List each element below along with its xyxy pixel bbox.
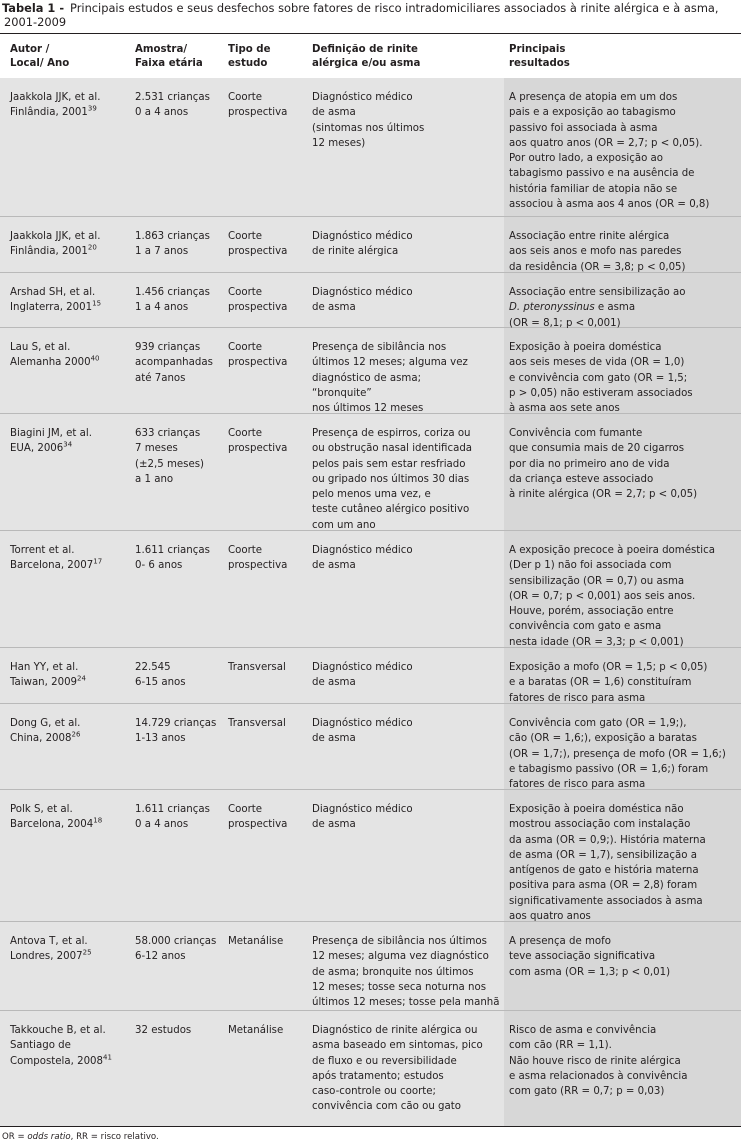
header-results: Principais resultados — [509, 44, 570, 69]
cell-definition: Presença de espirros, coriza ou ou obstrução nasal identificada pelos pais sem estar resfriado ou gripado nos últimos 30 dias pelo menos uma vez, e teste cutâneo alérgico positivo com um ano — [312, 428, 473, 531]
cell-type: Coorte prospectiva — [228, 287, 288, 314]
cell-sample: 1.611 crianças 0 a 4 anos — [135, 804, 210, 831]
cell-type: Transversal — [228, 718, 286, 729]
cell-sample: 1.456 crianças 1 a 4 anos — [135, 287, 210, 314]
cell-author: Takkouche B, et al. Santiago de Compostela, 2008$^{41}$ — [10, 1025, 112, 1067]
table-row — [0, 414, 741, 531]
cell-results: A presença de atopia em um dos pais e a exposição ao tabagismo passivo foi associada à asma aos quatro anos (OR = 2,7; p < 0,05). Por outro lado, a exposição ao tabagismo passivo e na ausência de história familiar de atopia não se associou à asma aos 4 anos (OR = 0,8) — [509, 92, 710, 211]
caption-label: Tabela 1 - — [2, 1, 65, 15]
cell-definition: Presença de sibilância nos últimos 12 meses; alguma vez diagnóstico de asma; “bronquite” nos últimos 12 meses — [312, 342, 468, 415]
cell-results: Convivência com gato (OR = 1,9;), cão (OR = 1,6;), exposição a baratas (OR = 1,7;), presença de mofo (OR = 1,6;) e tabagismo passivo (OR = 1,6;) foram fatores de risco para asma — [509, 718, 726, 791]
cell-results: Exposição à poeira doméstica não mostrou associação com instalação da asma (OR = 0,9;). História materna de asma (OR = 1,7), sensibilização a antígenos de gato e história materna positiva para asma (OR = 2,8) foram significativamente associados à asma aos quatro anos — [509, 804, 706, 923]
cell-author: Arshad SH, et al. Inglaterra, 2001$^{15}$ — [10, 287, 102, 314]
cell-sample: 939 crianças acompanhadas até 7anos — [135, 342, 213, 384]
table-body — [0, 78, 741, 1127]
table-row — [0, 328, 741, 414]
cell-results: A presença de mofo teve associação significativa com asma (OR = 1,3; p < 0,01) — [509, 936, 671, 978]
cell-sample: 633 crianças 7 meses (±2,5 meses) a 1 ano — [135, 428, 204, 485]
cell-type: Coorte prospectiva — [228, 231, 288, 258]
caption-text: Principais estudos e seus desfechos sobre fatores de risco intradomiciliares associados à rinite alérgica e à asma, — [70, 1, 719, 15]
caption-text-cont: 2001-2009 — [4, 15, 67, 29]
cell-sample: 1.863 crianças 1 a 7 anos — [135, 231, 210, 258]
table-row — [0, 704, 741, 790]
table-header — [0, 33, 741, 79]
table-row — [0, 531, 741, 648]
cell-definition: Diagnóstico médico de asma — [312, 804, 413, 831]
table-row — [0, 1011, 741, 1127]
cell-sample: 1.611 crianças 0- 6 anos — [135, 545, 210, 572]
table-row — [0, 922, 741, 1011]
cell-results: Convivência com fumante que consumia mais de 20 cigarros por dia no primeiro ano de vida da criança esteve associado à rinite alérgica (OR = 2,7; p < 0,05) — [509, 428, 698, 501]
cell-type: Coorte prospectiva — [228, 92, 288, 119]
cell-type: Metanálise — [228, 936, 284, 947]
header-sample: Amostra/ Faixa etária — [135, 44, 203, 69]
cell-sample: 32 estudos — [135, 1025, 192, 1036]
cell-definition: Diagnóstico médico de asma — [312, 718, 413, 745]
cell-definition: Diagnóstico médico de asma — [312, 662, 413, 689]
header-definition: Definição de rinite alérgica e/ou asma — [312, 44, 421, 69]
cell-type: Coorte prospectiva — [228, 342, 288, 369]
cell-results: Associação entre rinite alérgica aos seis anos e mofo nas paredes da residência (OR = 3,8; p < 0,05) — [509, 231, 686, 273]
table-row — [0, 790, 741, 922]
cell-author: Dong G, et al. China, 2008$^{26}$ — [10, 718, 81, 745]
cell-definition: Diagnóstico de rinite alérgica ou asma baseado em sintomas, pico de fluxo e ou reversibilidade após tratamento; estudos caso-controle ou coorte; convivência com cão ou gato — [312, 1025, 483, 1113]
cell-sample: 22.545 6-15 anos — [135, 662, 186, 689]
table-caption — [2, 1, 738, 29]
cell-author: Antova T, et al. Londres, 2007$^{25}$ — [10, 936, 92, 963]
cell-definition: Diagnóstico médico de asma — [312, 545, 413, 572]
cell-definition: Diagnóstico médico de rinite alérgica — [312, 231, 413, 258]
table-row — [0, 78, 741, 217]
cell-results: Exposição à poeira doméstica aos seis meses de vida (OR = 1,0) e convivência com gato (OR = 1,5; p > 0,05) não estiveram associados à asma aos sete anos — [509, 342, 693, 415]
cell-type: Coorte prospectiva — [228, 804, 288, 831]
cell-author: Polk S, et al. Barcelona, 2004$^{18}$ — [10, 804, 103, 831]
cell-type: Coorte prospectiva — [228, 545, 288, 572]
cell-type: Metanálise — [228, 1025, 284, 1036]
cell-author: Lau S, et al. Alemanha 2000$^{40}$ — [10, 342, 100, 369]
cell-definition: Diagnóstico médico de asma — [312, 287, 413, 314]
cell-sample: 14.729 crianças 1-13 anos — [135, 718, 217, 745]
cell-author: Jaakkola JJK, et al. Finlândia, 2001$^{39}$ — [10, 92, 101, 119]
cell-author: Torrent et al. Barcelona, 2007$^{17}$ — [10, 545, 103, 572]
cell-results: Exposição a mofo (OR = 1,5; p < 0,05) e a baratas (OR = 1,6) constituíram fatores de risco para asma — [509, 662, 708, 704]
cell-sample: 2.531 crianças 0 a 4 anos — [135, 92, 210, 119]
cell-type: Coorte prospectiva — [228, 428, 288, 455]
cell-results: Risco de asma e convivência com cão (RR = 1,1). Não houve risco de rinite alérgica e asma relacionados à convivência com gato (RR = 0,7; p = 0,03) — [509, 1025, 688, 1098]
table-row — [0, 217, 741, 273]
cell-results: Associação entre sensibilização ao D. pteronyssinus e asma (OR = 8,1; p < 0,001) — [509, 287, 686, 329]
cell-type: Transversal — [228, 662, 286, 673]
header-type: Tipo de estudo — [228, 44, 271, 69]
header-author: Autor / Local/ Ano — [10, 44, 70, 69]
cell-sample: 58.000 crianças 6-12 anos — [135, 936, 217, 963]
cell-definition: Diagnóstico médico de asma (sintomas nos últimos 12 meses) — [312, 92, 425, 149]
cell-author: Jaakkola JJK, et al. Finlândia, 2001$^{20}$ — [10, 231, 101, 258]
table-row — [0, 648, 741, 704]
cell-author: Biagini JM, et al. EUA, 2006$^{34}$ — [10, 428, 92, 455]
table-row — [0, 273, 741, 328]
table-footnote: OR = odds ratio, RR = risco relativo. — [2, 1132, 159, 1142]
cell-definition: Presença de sibilância nos últimos 12 meses; alguma vez diagnóstico de asma; bronquite nos últimos 12 meses; tosse seca noturna nos últimos 12 meses; tosse pela manhã — [312, 936, 500, 1009]
cell-author: Han YY, et al. Taiwan, 2009$^{24}$ — [10, 662, 86, 689]
cell-results: A exposição precoce à poeira doméstica (Der p 1) não foi associada com sensibilização (OR = 0,7) ou asma (OR = 0,7; p < 0,001) aos seis anos. Houve, porém, associação entre convivência com gato e asma nesta idade (OR = 3,3; p < 0,001) — [509, 545, 715, 648]
